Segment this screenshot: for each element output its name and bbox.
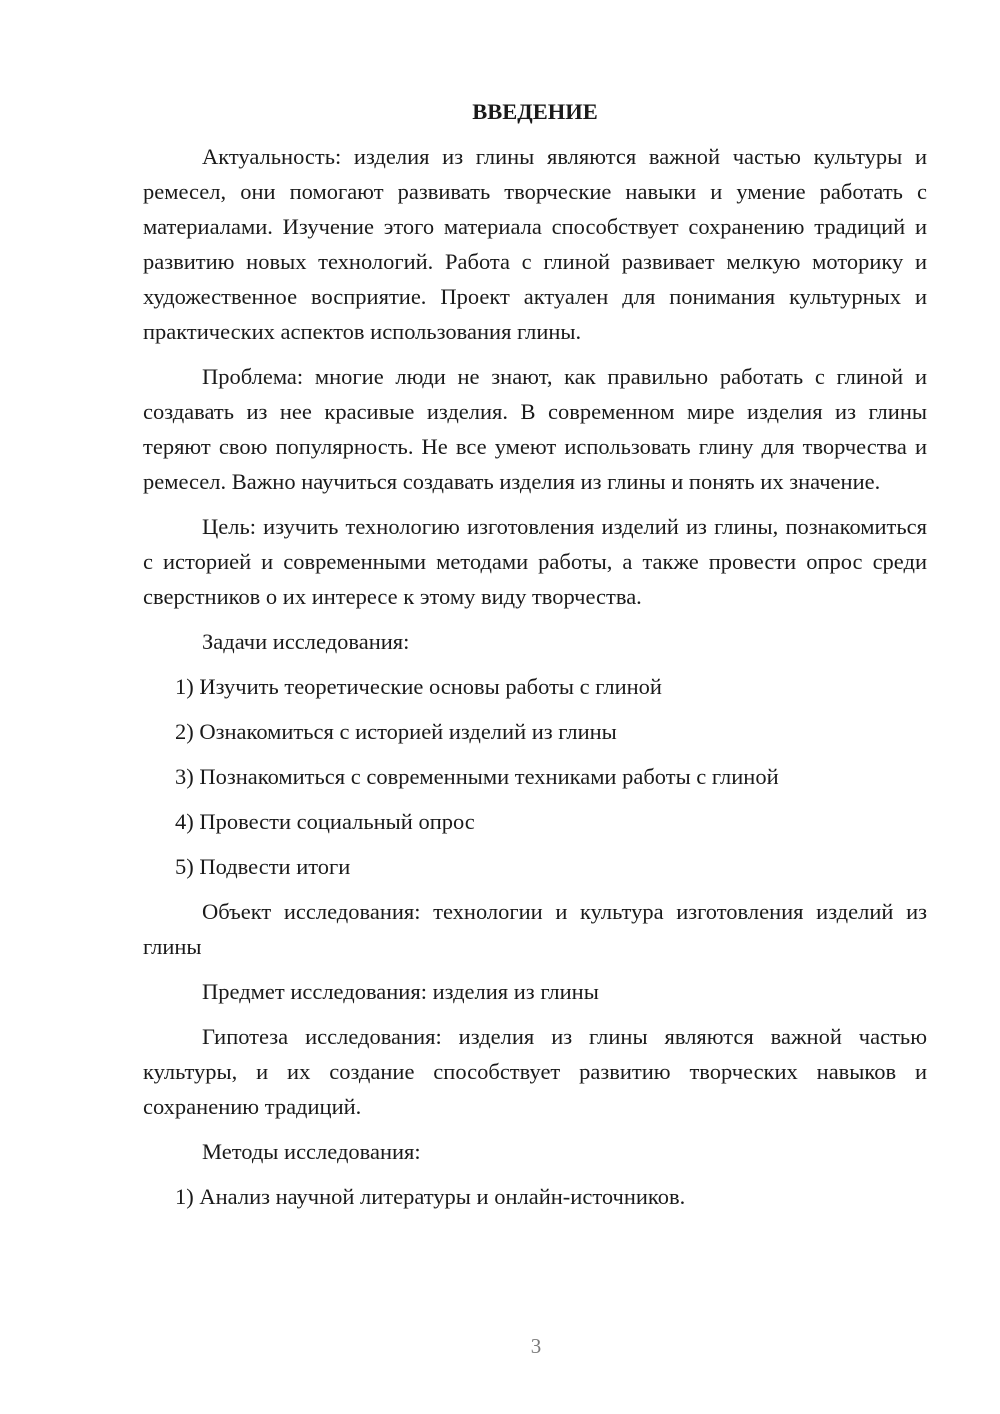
task-item-4: 4) Провести социальный опрос bbox=[175, 809, 475, 834]
task-item-1: 1) Изучить теоретические основы работы с глиной bbox=[175, 674, 662, 699]
goal-paragraph: Цель: изучить технологию изготовления изделий из глины, познакомиться с историей и современными методами работы, а также провести опрос среди сверстников о их интересе к этому виду творчества. bbox=[143, 514, 927, 609]
tasks-title: Задачи исследования: bbox=[202, 629, 410, 654]
method-item-1: 1) Анализ научной литературы и онлайн-источников. bbox=[175, 1184, 686, 1209]
problem-paragraph: Проблема: многие люди не знают, как правильно работать с глиной и создавать из нее красивые изделия. В современном мире изделия из глины теряют свою популярность. Не все умеют использовать глину для творчества и ремесел. Важно научиться создавать изделия из глины и понять их значение. bbox=[143, 364, 927, 494]
hypothesis-paragraph: Гипотеза исследования: изделия из глины являются важной частью культуры, и их создание способствует развитию творческих навыков и сохранению традиций. bbox=[143, 1024, 927, 1119]
page-content bbox=[143, 94, 927, 1224]
task-item-3: 3) Познакомиться с современными техниками работы с глиной bbox=[175, 764, 779, 789]
subject-paragraph: Предмет исследования: изделия из глины bbox=[202, 979, 599, 1004]
object-paragraph: Объект исследования: технологии и культура изготовления изделий из глины bbox=[143, 899, 927, 959]
relevance-paragraph: Актуальность: изделия из глины являются важной частью культуры и ремесел, они помогают развивать творческие навыки и умение работать с материалами. Изучение этого материала способствует сохранению традиций и развитию новых технологий. Работа с глиной развивает мелкую моторику и художественное восприятие. Проект актуален для понимания культурных и практических аспектов использования глины. bbox=[143, 144, 927, 344]
task-item-5: 5) Подвести итоги bbox=[175, 854, 351, 879]
task-item-2: 2) Ознакомиться с историей изделий из глины bbox=[175, 719, 617, 744]
page-number: 3 bbox=[530, 1334, 542, 1358]
methods-title: Методы исследования: bbox=[202, 1139, 421, 1164]
section-heading: ВВЕДЕНИЕ bbox=[472, 99, 598, 124]
